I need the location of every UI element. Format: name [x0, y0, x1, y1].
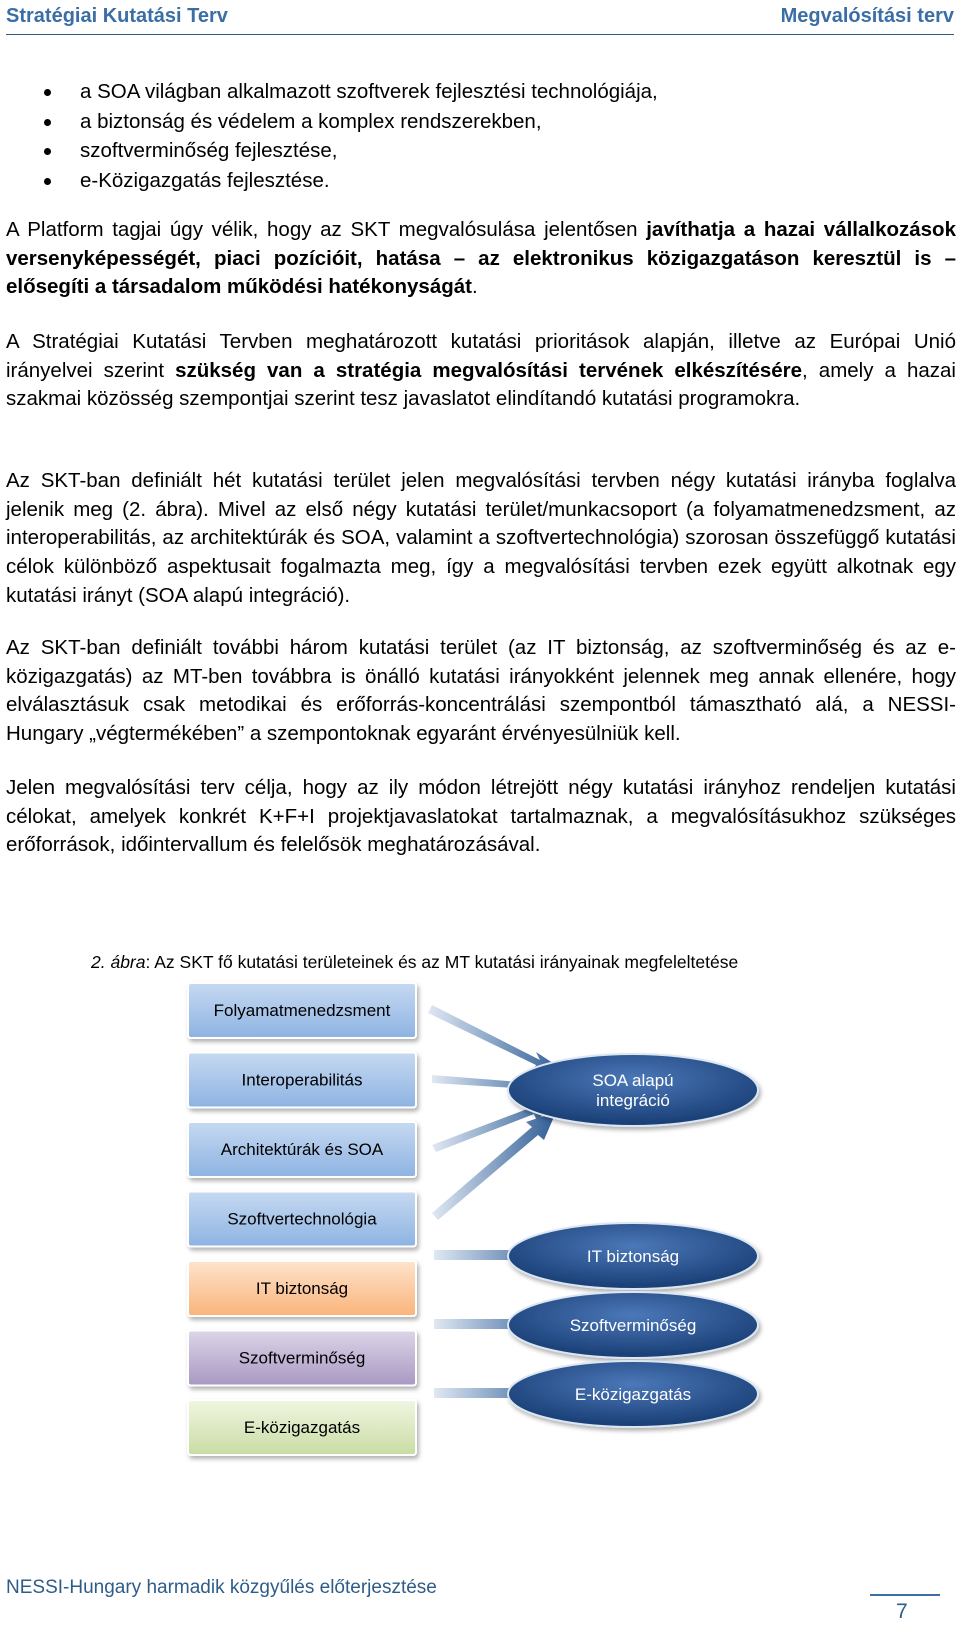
- direction-label: SOA alapú: [592, 1071, 674, 1090]
- mapping-diagram: [0, 975, 960, 1485]
- page-number: 7: [896, 1600, 908, 1623]
- direction-label: IT biztonság: [586, 1247, 680, 1266]
- paragraph-plan-goal: Jelen megvalósítási terv célja, hogy az ily módon létrejött négy kutatási irányhoz rendeljen kutatási célokat, amelyek konkrét K+F+I projektjavaslatokat tartalmaznak, a megvalósításukhoz szükséges erőforrások, időintervallum és felelősök meghatározásával.: [6, 776, 956, 857]
- direction-label: Szoftverminőség: [569, 1316, 697, 1335]
- paragraph-platform: A Platform tagjai úgy vélik, hogy az SKT megvalósulása jelentősen javíthatja a hazai vállalkozások versenyképességét, piaci pozícióit, hatása – az elektronikus közigazgatáson keresztül is – elősegíti a társadalom működési hatékonyságát.: [6, 218, 956, 299]
- list-item: szoftverminőség fejlesztése,: [40, 136, 658, 166]
- direction-label: integráció: [596, 1091, 670, 1110]
- research-areas: [188, 983, 416, 1455]
- bullet-icon: [44, 89, 51, 96]
- area-label: Architektúrák és SOA: [220, 1140, 384, 1159]
- bullet-icon: [44, 119, 51, 126]
- footer-title: NESSI-Hungary harmadik közgyűlés előterjesztése: [6, 1577, 437, 1598]
- list-item: a SOA világban alkalmazott szoftverek fejlesztési technológiája,: [40, 77, 658, 107]
- area-label: Interoperabilitás: [241, 1070, 363, 1090]
- bullet-icon: [44, 148, 51, 155]
- list-item: e-Közigazgatás fejlesztése.: [40, 166, 658, 196]
- paragraph-further-areas: Az SKT-ban definiált további három kutatási terület (az IT biztonság, az szoftverminőség és az e-közigazgatás) az MT-ben továbbra is önálló kutatási irányokként jelennek meg annak ellenére, hogy elválasztásuk csak metodikai és erőforrás-koncentrálási szempontból támasztható alá, a NESSI-Hungary „végtermékében” a szempontoknak egyaránt érvényesülniük kell.: [6, 636, 956, 746]
- area-label: IT biztonság: [255, 1279, 349, 1298]
- footer-divider: [870, 1594, 940, 1596]
- arrow-icon: [428, 1005, 562, 1071]
- direction-label: E-közigazgatás: [574, 1385, 692, 1404]
- paragraph-strategy: A Stratégiai Kutatási Tervben meghatározott kutatási prioritások alapján, illetve az Európai Unió irányelvei szerint szükség van a stratégia megvalósítási tervének elkészítésére, amely a hazai szakmai közösség szempontjai szerint tesz javaslatot elindítandó kutatási programokra.: [6, 330, 956, 411]
- header-section: Megvalósítási terv: [780, 5, 954, 27]
- area-label: Folyamatmenedzsment: [213, 1001, 391, 1020]
- area-label: Szoftverminőség: [238, 1348, 366, 1368]
- research-directions: [508, 1054, 758, 1427]
- paragraph-research-areas: Az SKT-ban definiált hét kutatási terület jelen megvalósítási tervben négy kutatási irányba foglalva jelenik meg (2. ábra). Mivel az első négy kutatási terület/munkacsoport (a folyamatmenedzsment, az interoperabilitás, az architektúrák és SOA, valamint a szoftvertechnológia) szorosan összefüggő kutatási célok különböző aspektusait fogalmazta meg, így a megvalósítási tervben ezek együtt alkotnak egy kutatási irányt (SOA alapú integráció).: [6, 469, 956, 607]
- list-item: a biztonság és védelem a komplex rendszerekben,: [40, 107, 658, 137]
- direction-ellipse: [508, 1054, 758, 1126]
- area-label: Szoftvertechnológia: [227, 1209, 377, 1229]
- figure-caption: 2. ábra: Az SKT fő kutatási területeinek és az MT kutatási irányainak megfeleltetése: [91, 952, 739, 972]
- area-label: E-közigazgatás: [243, 1418, 361, 1437]
- header-title: Stratégiai Kutatási Terv: [6, 5, 228, 27]
- bullet-list: [40, 77, 658, 195]
- page-header: [6, 4, 954, 35]
- bullet-icon: [44, 178, 51, 185]
